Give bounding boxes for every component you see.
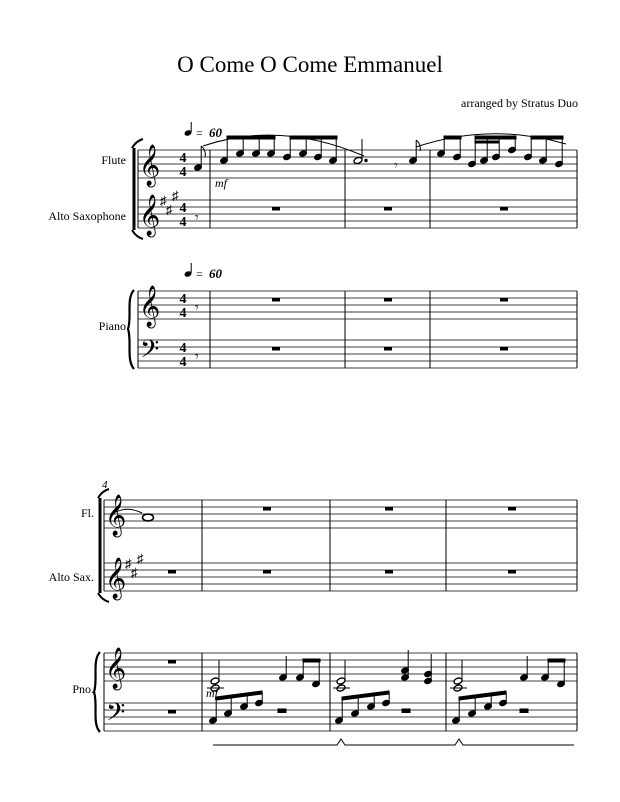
staff-flute-2	[104, 500, 577, 528]
svg-text:♯: ♯	[131, 565, 138, 580]
piano-rh-notes-2	[207, 650, 565, 692]
instrument-name-piano: Piano	[98, 319, 126, 333]
dynamic-mf-piano: mf	[206, 686, 218, 700]
dynamic-mf-flute: mf	[215, 176, 227, 190]
svg-text:𝄾: 𝄾	[394, 159, 398, 174]
instrument-name-flute: Flute	[101, 153, 126, 167]
time-sig-den: 4	[179, 355, 187, 370]
staff-alto-sax-2	[104, 563, 577, 591]
eighth-rest	[195, 211, 199, 365]
staff-alto-sax-1	[138, 200, 577, 228]
tempo-bpm: 60	[209, 125, 222, 140]
bass-clef: 𝄢	[140, 336, 160, 369]
score-title: O Come O Come Emmanuel	[177, 52, 443, 77]
key-signature-sharps	[125, 551, 144, 580]
time-sig-num: 4	[179, 292, 187, 307]
arranger-credit: arranged by Stratus Duo	[461, 96, 578, 110]
staff-piano-rh-2	[104, 653, 577, 681]
instrument-name-alto-sax-short: Alto Sax.	[48, 570, 94, 584]
staff-piano-rh-1	[138, 291, 577, 319]
svg-text:𝄾: 𝄾	[195, 350, 199, 365]
key-signature-sharps	[160, 188, 179, 217]
time-sig-num: 4	[179, 341, 187, 356]
time-sig-num: 4	[179, 201, 187, 216]
svg-text:♯: ♯	[137, 551, 144, 566]
brace-piano-2	[94, 652, 100, 732]
time-sig-den: 4	[179, 306, 187, 321]
tempo-bpm: 60	[209, 266, 222, 281]
treble-clef: 𝄞	[139, 195, 161, 235]
treble-clef: 𝄞	[139, 286, 161, 326]
treble-clef: 𝄞	[105, 495, 127, 535]
pedal-line	[213, 739, 574, 745]
bass-clef: 𝄢	[106, 699, 126, 732]
tempo-mark-2	[184, 263, 223, 281]
svg-text:♯: ♯	[172, 188, 179, 203]
piano-lh-notes-2	[209, 691, 528, 724]
whole-rests-1	[272, 207, 508, 351]
brace-piano-1	[128, 290, 134, 369]
treble-clef: 𝄞	[105, 648, 127, 688]
svg-text:♯: ♯	[160, 193, 167, 208]
flute-notes-1	[194, 136, 564, 174]
instrument-name-alto-sax: Alto Saxophone	[48, 209, 126, 223]
treble-clef: 𝄞	[105, 558, 127, 598]
measure-number: 4	[102, 479, 108, 491]
time-sig-den: 4	[179, 215, 187, 230]
time-sig-den: 4	[179, 165, 187, 180]
instrument-name-pno: Pno.	[72, 682, 94, 696]
instrument-name-fl: Fl.	[80, 506, 94, 520]
time-sig-num: 4	[179, 151, 187, 166]
svg-text:=: =	[196, 126, 203, 140]
svg-text:♯: ♯	[166, 202, 173, 217]
svg-text:𝄾: 𝄾	[195, 211, 199, 226]
barlines-1	[210, 150, 577, 368]
svg-text:♯: ♯	[125, 556, 132, 571]
svg-text:=: =	[196, 267, 203, 281]
svg-text:𝄾: 𝄾	[195, 301, 199, 316]
tempo-mark-1	[184, 122, 223, 140]
staff-piano-lh-1	[138, 340, 577, 368]
treble-clef: 𝄞	[139, 145, 161, 185]
staff-piano-lh-2	[104, 703, 577, 731]
